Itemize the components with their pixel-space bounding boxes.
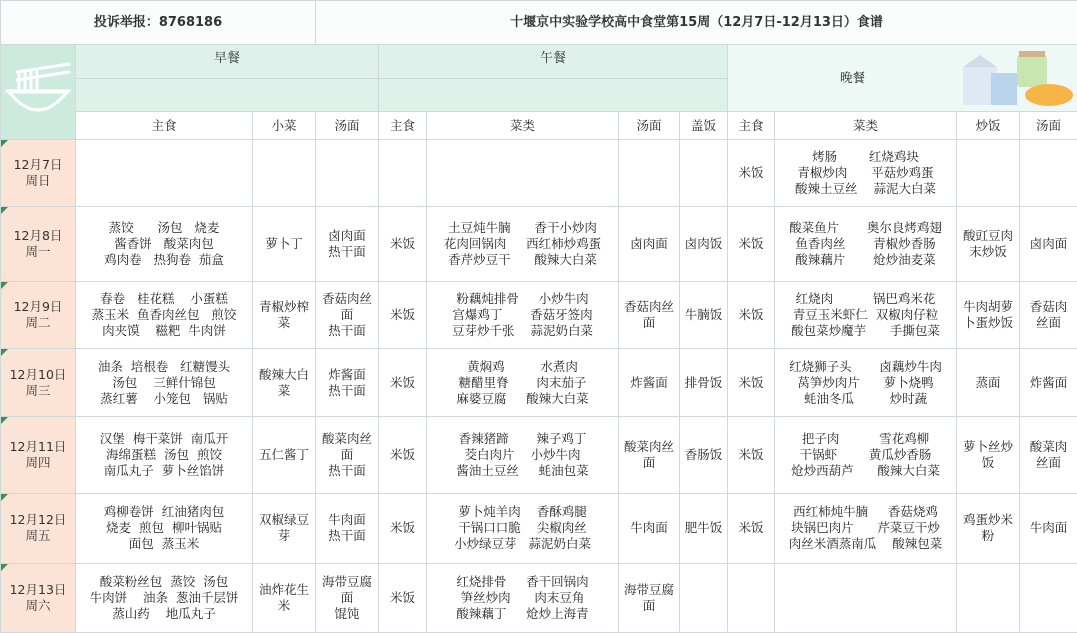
- dish-line: 酸辣藕丁 炝炒上海青: [456, 606, 589, 622]
- day-date: 12月8日: [13, 227, 63, 243]
- day-row: [1, 493, 1077, 564]
- col-dinner-soup: 汤面: [1020, 112, 1077, 140]
- corner-marker: [1, 207, 8, 214]
- day-row: [1, 349, 1077, 417]
- dish-line: 香辣猪蹄 辣子鸡丁: [458, 430, 587, 446]
- dish-line: 西红柿炖牛腩 香菇烧鸡: [793, 504, 938, 520]
- dish-line: 小炒绿豆芽 蒜泥奶白菜: [454, 536, 591, 552]
- dish-line: 馄饨: [334, 606, 360, 622]
- dinner-main-cell: [728, 140, 775, 207]
- dish-line: 肉夹馍 糍粑 牛肉饼: [102, 322, 226, 338]
- dinner-main-cell: [728, 281, 775, 349]
- day-row: [1, 281, 1077, 349]
- dinner-header: [728, 45, 1077, 112]
- dish-line: 油条 培根卷 红糖馒头: [97, 358, 231, 374]
- dish-line: 米饭: [738, 374, 764, 390]
- dinner-main-cell: [728, 564, 775, 633]
- lunch-main-cell: [379, 281, 427, 349]
- dish-line: 米饭: [738, 446, 764, 462]
- breakfast-side-cell: [253, 493, 316, 564]
- day-date: 12月12日: [9, 512, 67, 528]
- dish-line: 面: [642, 598, 656, 614]
- dish-line: 米饭: [738, 165, 764, 181]
- breakfast-main-cell: [76, 493, 253, 564]
- dinner-soup-cell: [1020, 140, 1077, 207]
- dish-line: 热干面: [328, 462, 366, 478]
- lunch-main-cell: [379, 206, 427, 281]
- dish-line: 香芹炒豆干 酸辣大白菜: [448, 251, 597, 267]
- dish-line: 汤包 三鲜什锦包: [112, 374, 216, 390]
- day-label: [1, 206, 76, 281]
- dish-line: 米饭: [389, 446, 415, 462]
- day-weekday: 周四: [25, 454, 51, 470]
- day-weekday: 周五: [25, 528, 51, 544]
- corner-marker: [1, 564, 8, 571]
- dish-line: 酸菜肉: [1029, 438, 1068, 454]
- breakfast-band: [76, 78, 379, 111]
- col-dinner-fried: 炒饭: [957, 112, 1020, 140]
- lunch-dishes-cell: [427, 281, 619, 349]
- breakfast-soup-cell: [316, 140, 379, 207]
- dish-line: 南瓜丸子 萝卜丝馅饼: [103, 462, 225, 478]
- noodle-bowl-icon: [3, 58, 73, 122]
- dish-line: 末炒饭: [969, 243, 1007, 259]
- lunch-dishes-cell: [427, 564, 619, 633]
- lunch-dishes-cell: [427, 416, 619, 493]
- dish-line: 面: [642, 314, 656, 330]
- dish-line: 面: [340, 446, 354, 462]
- col-breakfast-main: 主食: [76, 112, 253, 140]
- dish-line: 肥牛饭: [684, 520, 723, 536]
- dish-line: 米饭: [389, 590, 415, 606]
- dish-line: 卤肉面: [328, 227, 366, 243]
- day-label: [1, 416, 76, 493]
- dinner-dishes-cell: [775, 140, 957, 207]
- lunch-rice-cell: [680, 564, 728, 633]
- dish-line: 油炸花生: [258, 582, 309, 598]
- breakfast-main-cell: [76, 140, 253, 207]
- dish-line: 饭: [981, 454, 995, 470]
- dish-line: 米饭: [389, 520, 415, 536]
- dinner-fried-cell: [957, 564, 1020, 633]
- dish-line: 宫爆鸡丁 香菇牙签肉: [452, 306, 593, 322]
- breakfast-main-cell: [76, 416, 253, 493]
- lunch-soup-cell: [619, 416, 680, 493]
- dish-line: 粉: [981, 528, 995, 544]
- lunch-rice-cell: [680, 493, 728, 564]
- day-row: [1, 206, 1077, 281]
- dish-line: 红烧排骨 香干回锅肉: [456, 574, 589, 590]
- dish-line: 红烧肉 锅巴鸡米花: [795, 290, 936, 306]
- breakfast-side-cell: [253, 140, 316, 207]
- dish-line: 蒸山药 地瓜丸子: [112, 606, 216, 622]
- dish-line: 红烧狮子头 卤藕炒牛肉: [789, 358, 942, 374]
- dish-line: 酸菜粉丝包 蒸饺 汤包: [99, 574, 229, 590]
- day-date: 12月10日: [9, 366, 67, 382]
- dinner-soup-cell: [1020, 349, 1077, 417]
- day-date: 12月7日: [13, 157, 63, 173]
- dish-line: 蚝油冬瓜 炒时蔬: [803, 390, 928, 406]
- lunch-dishes-cell: [427, 140, 619, 207]
- col-lunch-soup: 汤面: [619, 112, 680, 140]
- dinner-dishes-cell: [775, 493, 957, 564]
- breakfast-header: 早餐: [76, 45, 379, 78]
- dish-line: 花肉回锅肉 西红柿炒鸡蛋: [443, 235, 602, 251]
- dinner-soup-cell: [1020, 564, 1077, 633]
- breakfast-soup-cell: [316, 416, 379, 493]
- noodle-bowl-logo: [1, 45, 76, 140]
- breakfast-soup-cell: [316, 564, 379, 633]
- dish-line: 酸辣土豆丝 蒜泥大白菜: [795, 181, 936, 197]
- dish-line: 青椒炒榨: [258, 298, 309, 314]
- dish-line: 酸菜肉丝: [321, 430, 372, 446]
- dish-line: 米饭: [738, 235, 764, 251]
- dish-line: 茭白肉片 小炒牛肉: [464, 446, 581, 462]
- dish-line: 萝卜丁: [265, 235, 303, 251]
- dish-line: 面: [340, 306, 354, 322]
- dinner-dishes-cell: [775, 416, 957, 493]
- lunch-main-cell: [379, 564, 427, 633]
- dinner-soup-cell: [1020, 493, 1077, 564]
- dish-line: 酸辣大白: [258, 366, 309, 382]
- breakfast-main-cell: [76, 281, 253, 349]
- dish-line: 春卷 桂花糕 小蛋糕: [100, 290, 228, 306]
- dinner-fried-cell: [957, 493, 1020, 564]
- dinner-fried-cell: [957, 206, 1020, 281]
- dinner-soup-cell: [1020, 281, 1077, 349]
- dish-line: 萝卜炖羊肉 香酥鸡腿: [458, 504, 587, 520]
- breakfast-main-cell: [76, 206, 253, 281]
- lunch-header: 午餐: [379, 45, 728, 78]
- lunch-rice-cell: [680, 140, 728, 207]
- col-lunch-dishes: 菜类: [427, 112, 619, 140]
- breakfast-side-cell: [253, 281, 316, 349]
- dish-line: 米饭: [389, 235, 415, 251]
- complaint-hotline: 投诉举报：8768186: [1, 1, 316, 45]
- dish-line: 丝面: [1036, 314, 1062, 330]
- dinner-main-cell: [728, 349, 775, 417]
- dinner-label: 晚餐: [840, 70, 866, 86]
- dish-line: 汉堡 梅干菜饼 南瓜开: [99, 430, 229, 446]
- dish-line: 鸡肉卷 热狗卷 茄盒: [104, 251, 224, 267]
- col-breakfast-soup: 汤面: [316, 112, 379, 140]
- dish-line: 鸡柳卷饼 红油猪肉包: [103, 504, 225, 520]
- dish-line: 炸酱面: [1029, 374, 1068, 390]
- lunch-main-cell: [379, 349, 427, 417]
- dish-line: 五仁酱丁: [258, 446, 309, 462]
- day-date: 12月13日: [9, 582, 67, 598]
- dish-line: 鸡蛋炒米: [962, 512, 1013, 528]
- dish-line: 芽: [277, 528, 291, 544]
- dish-line: 豆芽炒千张 蒜泥奶白菜: [452, 322, 593, 338]
- day-label: [1, 140, 76, 207]
- dish-line: 烧麦 煎包 柳叶锅贴: [106, 520, 222, 536]
- dinner-main-cell: [728, 206, 775, 281]
- dish-line: 米饭: [738, 520, 764, 536]
- dinner-fried-cell: [957, 349, 1020, 417]
- dish-line: 牛肉饼 油条 葱油千层饼: [89, 590, 239, 606]
- col-lunch-main: 主食: [379, 112, 427, 140]
- corner-marker: [1, 417, 8, 424]
- col-dinner-dishes: 菜类: [775, 112, 957, 140]
- col-dinner-main: 主食: [728, 112, 775, 140]
- lunch-rice-cell: [680, 416, 728, 493]
- day-label: [1, 493, 76, 564]
- lunch-dishes-cell: [427, 493, 619, 564]
- dish-line: 海绵蛋糕 汤包 煎饺: [106, 446, 222, 462]
- dish-line: 块锅巴肉片 芹菜豆干炒: [791, 520, 940, 536]
- dish-line: 牛肉面: [1029, 520, 1068, 536]
- dish-line: 香菇肉丝: [623, 298, 674, 314]
- dinner-dishes-cell: [775, 281, 957, 349]
- dish-line: 酱香饼 酸菜肉包: [114, 235, 214, 251]
- page-title: 十堰京中实验学校高中食堂第15周（12月7日-12月13日）食谱: [316, 1, 1077, 45]
- dish-line: 土豆炖牛腩 香干小炒肉: [448, 219, 597, 235]
- dish-line: 热干面: [328, 382, 366, 398]
- dish-line: 面包 蒸玉米: [128, 536, 200, 552]
- dish-line: 酸辣藕片 炝炒油麦菜: [795, 251, 936, 267]
- dish-line: 干锅虾 黄瓜炒香肠: [799, 446, 932, 462]
- dish-line: 排骨饭: [684, 374, 723, 390]
- corner-marker: [1, 282, 8, 289]
- day-weekday: 周二: [25, 314, 51, 330]
- dish-line: 牛腩饭: [684, 306, 723, 322]
- day-date: 12月9日: [13, 298, 63, 314]
- dish-line: 萝卜丝炒: [962, 438, 1013, 454]
- day-label: [1, 281, 76, 349]
- day-row: [1, 564, 1077, 633]
- dish-line: 双椒绿豆: [258, 512, 309, 528]
- dish-line: 卤肉面: [630, 235, 668, 251]
- dish-line: 麻婆豆腐 酸辣大白菜: [456, 390, 589, 406]
- dish-line: 卜蛋炒饭: [962, 314, 1013, 330]
- breakfast-side-cell: [253, 206, 316, 281]
- col-breakfast-side: 小菜: [253, 112, 316, 140]
- dinner-dishes-cell: [775, 206, 957, 281]
- dish-line: 青椒炒肉 平菇炒鸡蛋: [797, 165, 934, 181]
- lunch-dishes-cell: [427, 349, 619, 417]
- lunch-dishes-cell: [427, 206, 619, 281]
- lunch-soup-cell: [619, 281, 680, 349]
- dish-line: 酱油土豆丝 蚝油包菜: [456, 462, 589, 478]
- dish-line: 卤肉面: [1029, 235, 1068, 251]
- lunch-main-cell: [379, 140, 427, 207]
- dish-line: 牛肉胡萝: [962, 298, 1013, 314]
- lunch-soup-cell: [619, 206, 680, 281]
- dish-line: 酸包菜炒魔芋 手撕包菜: [791, 322, 940, 338]
- dish-line: 烤肠 红烧鸡块: [812, 149, 919, 165]
- breakfast-soup-cell: [316, 493, 379, 564]
- dinner-dishes-cell: [775, 349, 957, 417]
- lunch-soup-cell: [619, 564, 680, 633]
- dinner-main-cell: [728, 493, 775, 564]
- breakfast-main-cell: [76, 349, 253, 417]
- dish-line: 面: [340, 590, 354, 606]
- dish-line: 海带豆腐: [321, 574, 372, 590]
- day-weekday: 周三: [25, 382, 51, 398]
- dinner-soup-cell: [1020, 416, 1077, 493]
- dish-line: 酸菜肉丝: [623, 438, 674, 454]
- breakfast-side-cell: [253, 349, 316, 417]
- lunch-rice-cell: [680, 281, 728, 349]
- dish-line: 蒸饺 汤包 烧麦: [108, 219, 220, 235]
- dish-line: 蒸面: [975, 374, 1001, 390]
- dish-line: 海带豆腐: [623, 582, 674, 598]
- dish-line: 牛肉面: [630, 520, 668, 536]
- dinner-fried-cell: [957, 281, 1020, 349]
- breakfast-side-cell: [253, 416, 316, 493]
- dinner-soup-cell: [1020, 206, 1077, 281]
- dish-line: 米: [277, 598, 291, 614]
- day-row: [1, 416, 1077, 493]
- dish-line: 笋丝炒肉 肉末豆角: [460, 590, 585, 606]
- dish-line: 莴笋炒肉片 萝卜烧鸭: [797, 374, 934, 390]
- day-date: 12月11日: [9, 438, 67, 454]
- day-label: [1, 564, 76, 633]
- menu-body: [1, 140, 1077, 633]
- dish-line: 菜: [277, 314, 291, 330]
- dish-line: 把子肉 雪花鸡柳: [801, 430, 930, 446]
- dish-line: 蒸玉米 鱼香肉丝包 煎饺: [91, 306, 237, 322]
- dish-line: 酸豇豆肉: [962, 227, 1013, 243]
- breakfast-soup-cell: [316, 349, 379, 417]
- dish-line: 菜: [277, 382, 291, 398]
- dish-line: 热干面: [328, 322, 366, 338]
- dinner-fried-cell: [957, 416, 1020, 493]
- breakfast-soup-cell: [316, 281, 379, 349]
- dish-line: 米饭: [389, 374, 415, 390]
- dish-line: 蒸红薯 小笼包 锅贴: [100, 390, 228, 406]
- dish-line: 青豆玉米虾仁 双椒肉仔粒: [792, 306, 939, 322]
- day-row: [1, 140, 1077, 207]
- dish-line: 黄焖鸡 水煮肉: [467, 358, 578, 374]
- dish-line: 酸菜鱼片 奥尔良烤鸡翅: [789, 219, 942, 235]
- breakfast-soup-cell: [316, 206, 379, 281]
- dish-line: 面: [642, 454, 656, 470]
- dish-line: 香菇肉: [1029, 298, 1068, 314]
- breakfast-side-cell: [253, 564, 316, 633]
- lunch-rice-cell: [680, 349, 728, 417]
- dish-line: 米饭: [738, 306, 764, 322]
- dish-line: 肉丝米酒蒸南瓜 酸辣包菜: [788, 536, 943, 552]
- dinner-fried-cell: [957, 140, 1020, 207]
- lunch-band: [379, 78, 728, 111]
- dish-line: 热干面: [328, 243, 366, 259]
- corner-marker: [1, 494, 8, 501]
- dish-line: 粉藕炖排骨 小炒牛肉: [456, 290, 589, 306]
- dinner-main-cell: [728, 416, 775, 493]
- dish-line: 干锅口口脆 尖椒肉丝: [458, 520, 587, 536]
- lunch-soup-cell: [619, 349, 680, 417]
- dish-line: 炸酱面: [328, 366, 366, 382]
- lunch-rice-cell: [680, 206, 728, 281]
- day-label: [1, 349, 76, 417]
- dish-line: 香菇肉丝: [321, 290, 372, 306]
- col-lunch-rice: 盖饭: [680, 112, 728, 140]
- lunch-main-cell: [379, 416, 427, 493]
- dish-line: 香肠饭: [684, 446, 723, 462]
- dish-line: 糖醋里脊 肉末茄子: [458, 374, 587, 390]
- dish-line: 米饭: [389, 306, 415, 322]
- lunch-soup-cell: [619, 140, 680, 207]
- corner-marker: [1, 349, 8, 356]
- corner-marker: [1, 140, 8, 147]
- lunch-soup-cell: [619, 493, 680, 564]
- lunch-main-cell: [379, 493, 427, 564]
- dish-line: 热干面: [328, 528, 366, 544]
- food-decoration-icon: [955, 49, 1073, 109]
- day-weekday: 周一: [25, 243, 51, 259]
- dish-line: 卤肉饭: [684, 235, 723, 251]
- dish-line: 丝面: [1036, 454, 1062, 470]
- breakfast-main-cell: [76, 564, 253, 633]
- dinner-dishes-cell: [775, 564, 957, 633]
- dish-line: 牛肉面: [328, 512, 366, 528]
- day-weekday: 周六: [25, 598, 51, 614]
- day-weekday: 周日: [25, 173, 51, 189]
- dish-line: 炸酱面: [630, 374, 668, 390]
- dish-line: 鱼香肉丝 青椒炒香肠: [795, 235, 936, 251]
- dish-line: 炝炒西葫芦 酸辣大白菜: [791, 462, 940, 478]
